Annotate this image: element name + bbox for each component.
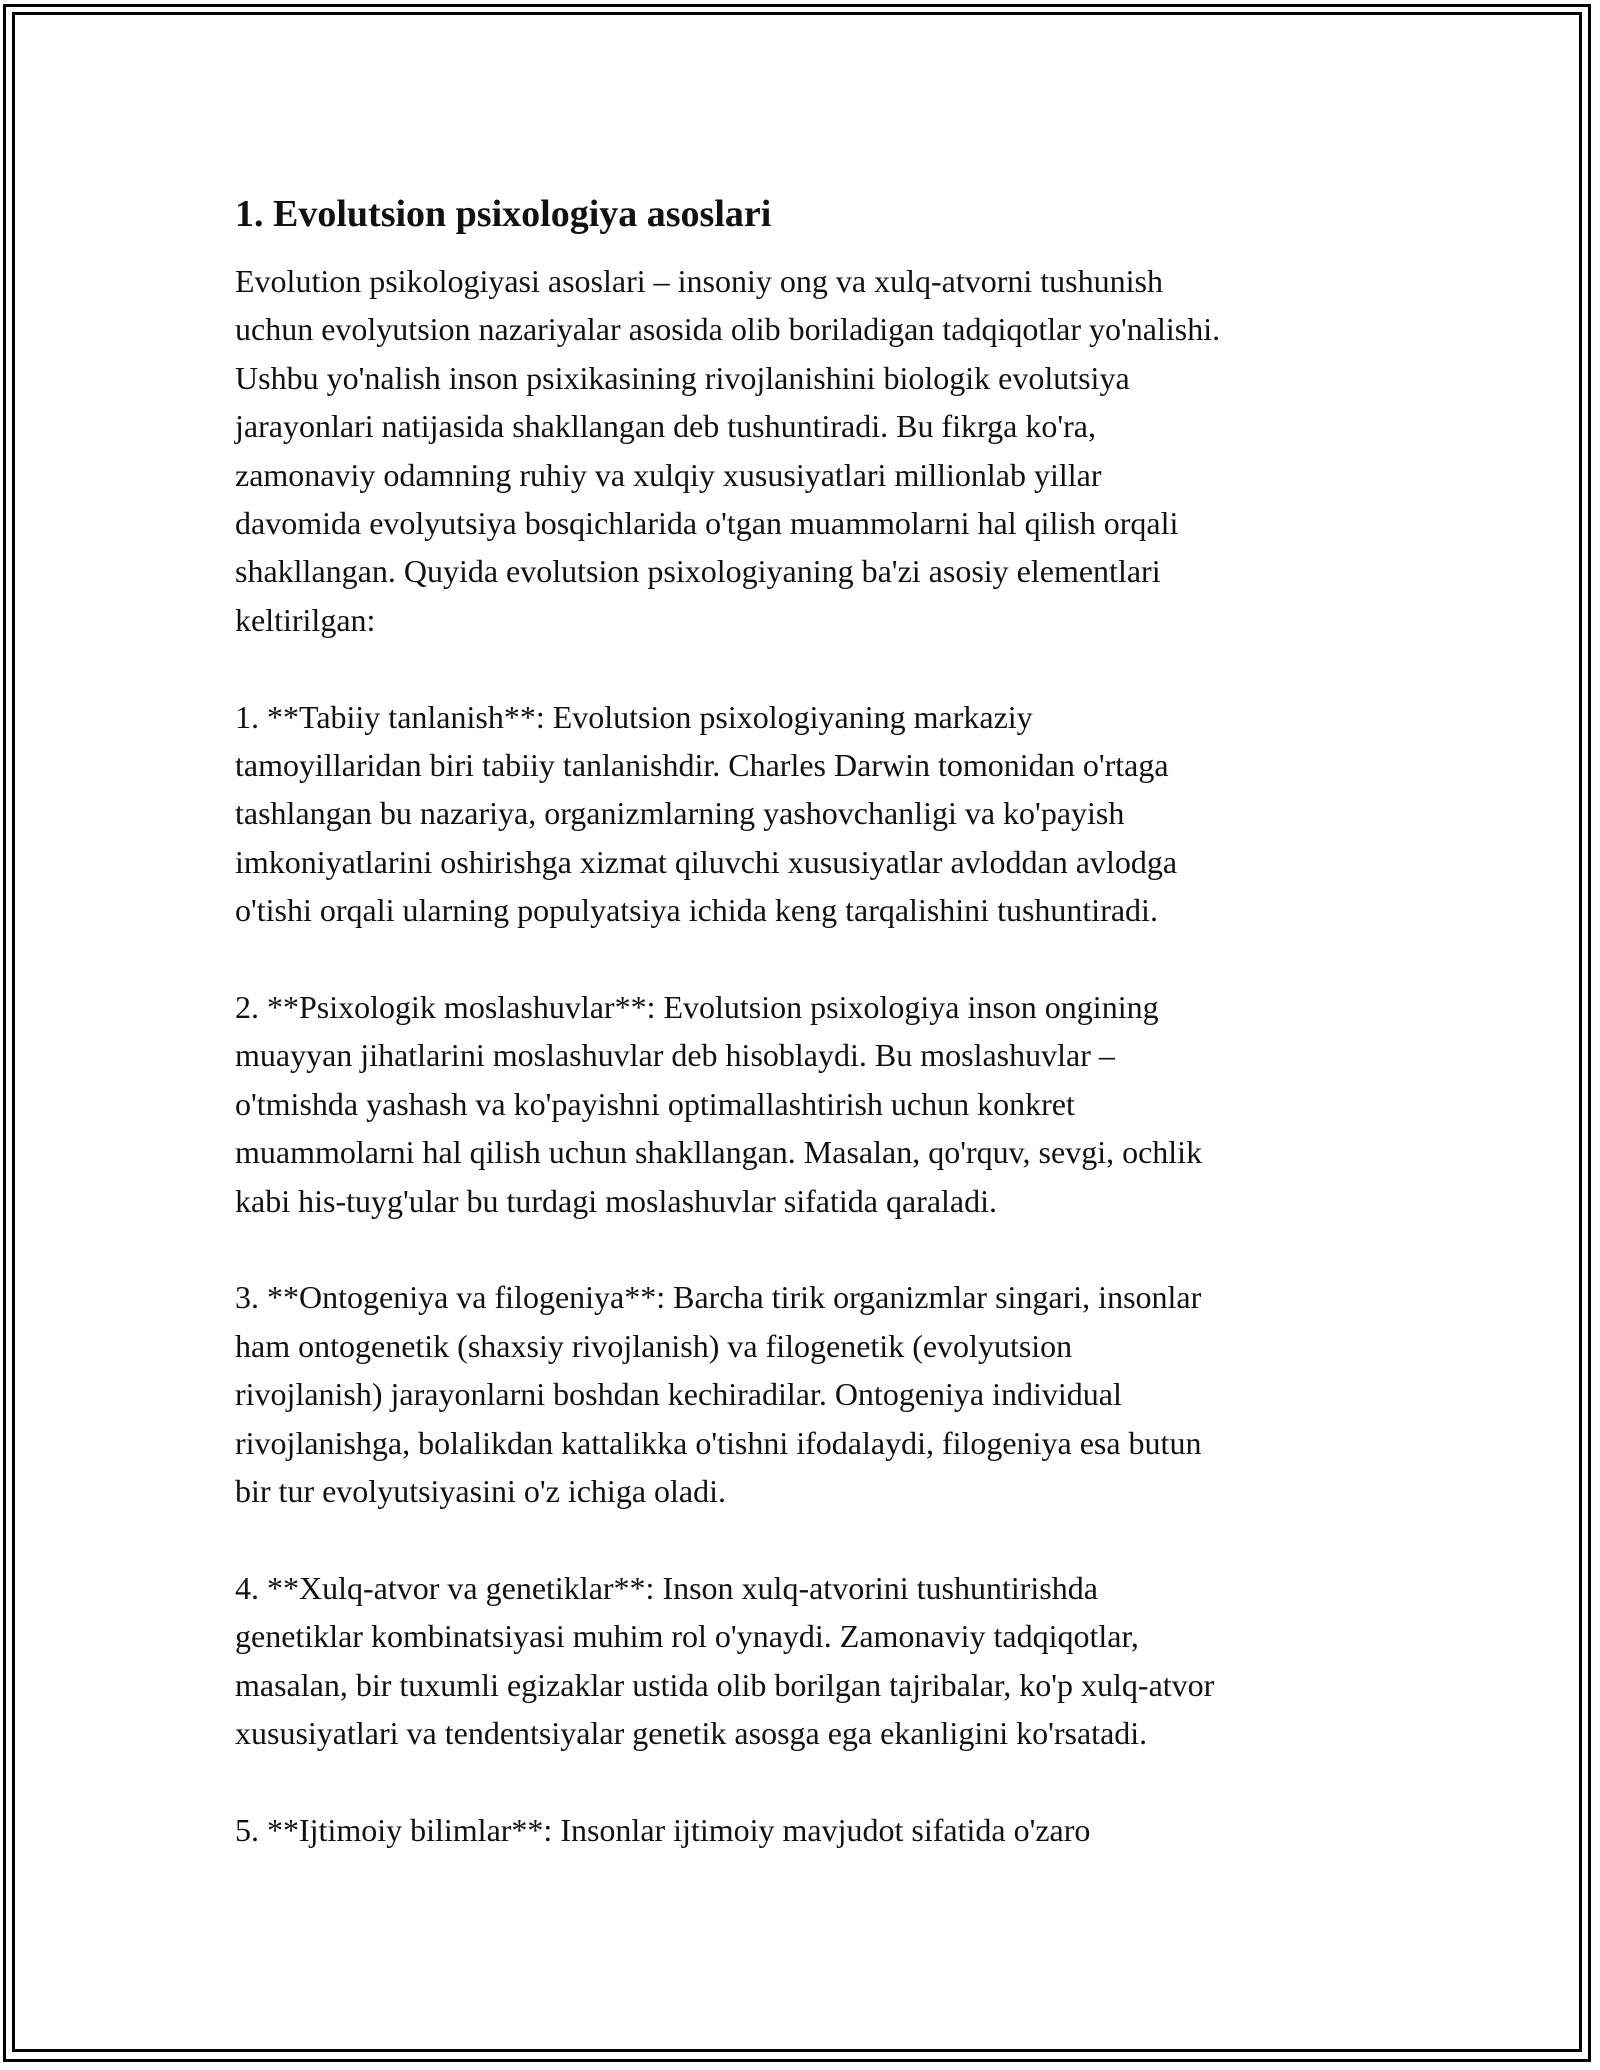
list-item-natural-selection: 1. **Tabiiy tanlanish**: Evolutsion psixologiyaning markaziy tamoyillaridan biri tabiiy tanlanishdir. Charles Darwin tomonidan o'rtaga tashlangan bu nazariya, organizmlarning yashovchanligi va ko'payish imkoniyatlarini oshirishga xizmat qiluvchi xususiyatlar avloddan avlodga o'tishi orqali ularning populyatsiya ichida keng tarqalishini tushuntiradi. — [235, 698, 1178, 929]
list-item-psychological-adaptations: 2. **Psixologik moslashuvlar**: Evolutsion psixologiya inson ongining muayyan jihatlarini moslashuvlar deb hisoblaydi. Bu moslashuvlar – o'tmishda yashash va ko'payishni optimallashtirish uchun konkret muammolarni hal qilish uchun shakllangan. Masalan, qo'rquv, sevgi, ochlik kabi his-tuyg'ular bu turdagi moslashuvlar sifatida qaraladi. — [235, 989, 1203, 1219]
document-body — [235, 188, 1385, 1903]
intro-paragraph: Evolution psikologiyasi asoslari – insoniy ong va xulq-atvorni tushunish uchun evolyutsion nazariyalar asosida olib boriladigan tadqiqotlar yo'nalishi. Ushbu yo'nalish inson psixikasining rivojlanishini biologik evolutsiya jarayonlari natijasida shakllangan deb tushuntiradi. Bu fikrga ko'ra, zamonaviy odamning ruhiy va xulqiy xususiyatlari millionlab yillar davomida evolyutsiya bosqichlarida o'tgan muammolarni hal qilish orqali shakllangan. Quyida evolutsion psixologiyaning ba'zi asosiy elementlari keltirilgan: — [235, 263, 1221, 638]
list-item-ontogeny-phylogeny: 3. **Ontogeniya va filogeniya**: Barcha tirik organizmlar singari, insonlar ham ontogenetik (shaxsiy rivojlanish) va filogenetik (evolyutsion rivojlanish) jarayonlarni boshdan kechiradilar. Ontogeniya individual rivojlanishga, bolalikdan kattalikka o'tishni ifodalaydi, filogeniya esa butun bir tur evolyutsiyasini o'z ichiga oladi. — [235, 1279, 1202, 1510]
section-heading: 1. Evolutsion psixologiya asoslari — [235, 193, 772, 235]
list-item-social-knowledge: 5. **Ijtimoiy bilimlar**: Insonlar ijtimoiy mavjudot sifatida o'zaro — [235, 1811, 1091, 1848]
list-item-behavior-genetics: 4. **Xulq-atvor va genetiklar**: Inson xulq-atvorini tushuntirishda genetiklar kombinatsiyasi muhim rol o'ynaydi. Zamonaviy tadqiqotlar, masalan, bir tuxumli egizaklar ustida olib borilgan tajribalar, ko'p xulq-atvor xususiyatlari va tendentsiyalar genetik asosga ega ekanligini ko'rsatadi. — [235, 1569, 1215, 1752]
